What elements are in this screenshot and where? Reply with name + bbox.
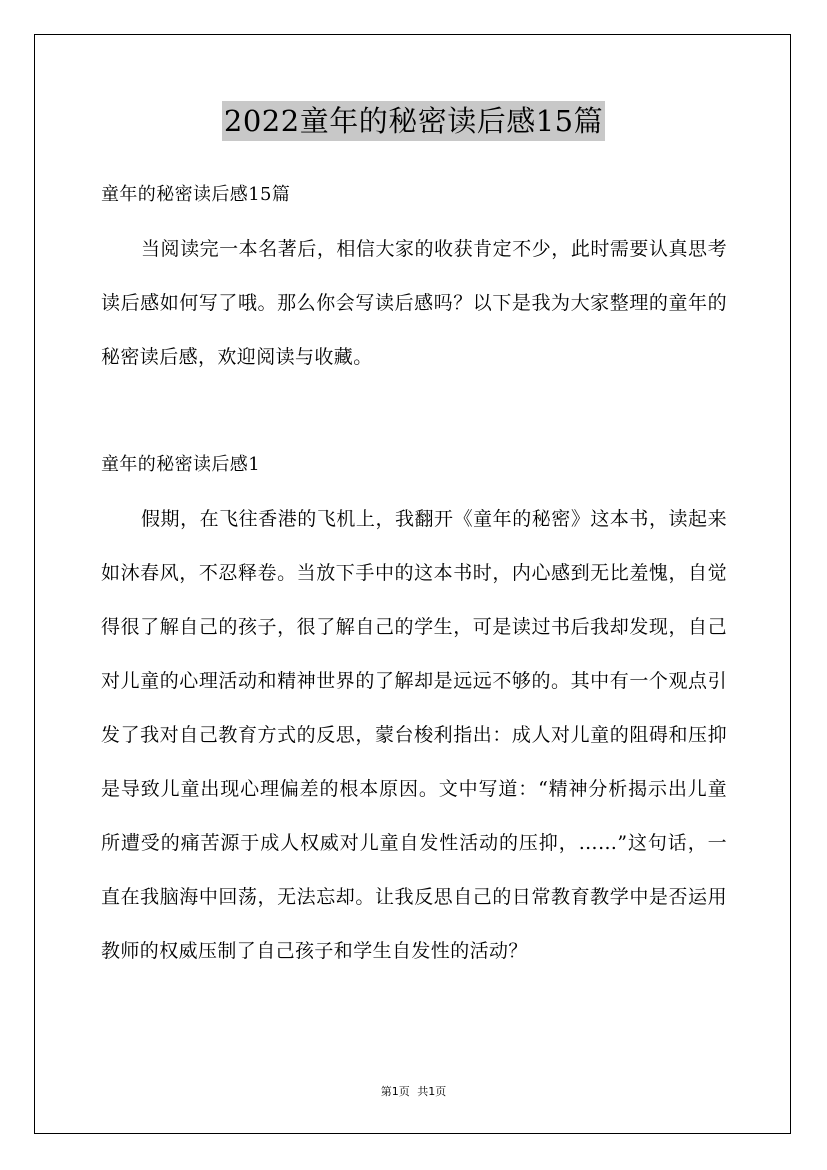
document-body	[101, 168, 727, 978]
document-subtitle: 童年的秘密读后感15篇	[101, 184, 291, 205]
section-heading: 童年的秘密读后感1	[101, 454, 261, 475]
document-title: 2022童年的秘密读后感15篇	[222, 101, 605, 141]
section-paragraph: 假期，在飞往香港的飞机上，我翻开《童年的秘密》这本书，读起来如沐春风，不忍释卷。当放下手中的这本书时，内心感到无比羞愧，自觉得很了解自己的孩子，很了解自己的学生，可是读过书后我却发现，自己对儿童的心理活动和精神世界的了解却是远远不够的。其中有一个观点引发了我对自己教育方式的反思，蒙台梭利指出：成人对儿童的阻碍和压抑是导致儿童出现心理偏差的根本原因。文中写道：“精神分析揭示出儿童所遭受的痛苦源于成人权威对儿童自发性活动的压抑，……”这句话，一直在我脑海中回荡，无法忘却。让我反思自己的日常教育教学中是否运用教师的权威压制了自己孩子和学生自发性的活动？	[101, 508, 727, 962]
page-footer: 第1页 共1页	[380, 1085, 447, 1098]
paragraph-spacer	[101, 384, 727, 438]
title-container	[0, 101, 827, 141]
intro-paragraph: 当阅读完一本名著后，相信大家的收获肯定不少，此时需要认真思考读后感如何写了哦。那么你会写读后感吗？以下是我为大家整理的童年的秘密读后感，欢迎阅读与收藏。	[101, 238, 727, 368]
